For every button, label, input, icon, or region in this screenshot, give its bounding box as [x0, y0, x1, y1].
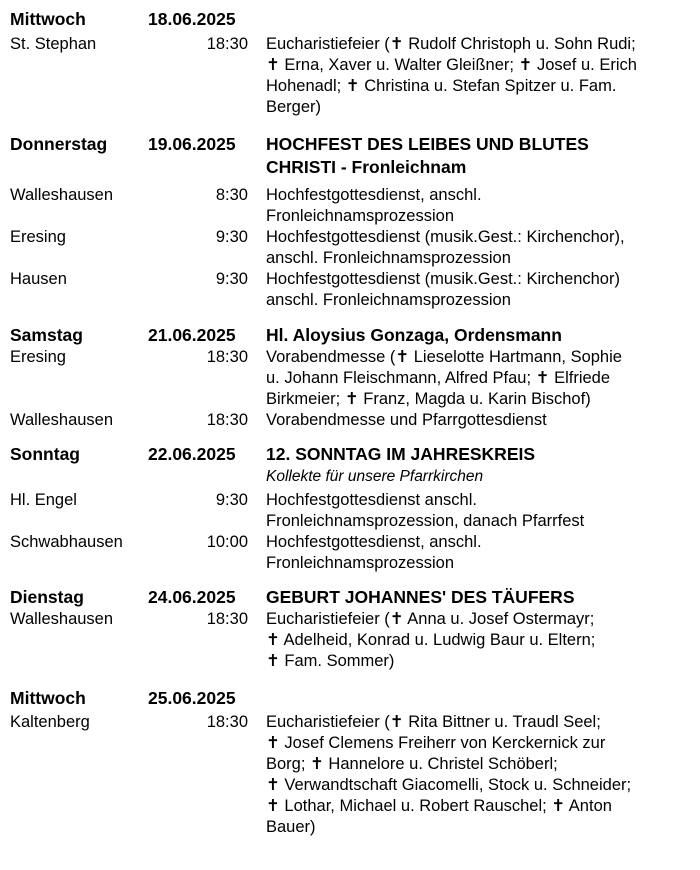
service-description [266, 490, 686, 532]
feast-line: HOCHFEST DES LEIBES UND BLUTES [266, 134, 589, 154]
service-entry [10, 532, 700, 574]
date: 24.06.2025 [148, 587, 236, 607]
service-description [266, 269, 686, 311]
description-line: Hochfestgottesdienst, anschl. [266, 533, 482, 551]
date: 21.06.2025 [148, 325, 236, 345]
description-line: Birkmeier; ✝ Franz, Magda u. Karin Bischof) [266, 390, 591, 408]
weekday: Mittwoch [10, 688, 86, 708]
place: Walleshausen [10, 411, 114, 429]
service-entry [10, 227, 700, 269]
time: 10:00 [206, 533, 248, 551]
day-block [10, 133, 700, 311]
feast-line: Hl. Aloysius Gonzaga, Ordensmann [266, 325, 562, 345]
service-description [266, 532, 686, 574]
place: Hausen [10, 270, 67, 288]
service-description [266, 34, 686, 118]
service-entry [10, 347, 700, 410]
description-line: Eucharistiefeier (✝ Rita Bittner u. Traudl Seel; [266, 713, 601, 731]
day-block [10, 586, 700, 672]
time: 18:30 [206, 610, 248, 628]
time: 8:30 [215, 186, 248, 204]
service-entry [10, 609, 700, 672]
time: 18:30 [206, 713, 248, 731]
description-line: Berger) [266, 98, 322, 116]
feast-line: CHRISTI - Fronleichnam [266, 157, 467, 177]
description-line: ✝ Lothar, Michael u. Robert Rauschel; ✝ Anton [266, 797, 612, 815]
day-header [10, 586, 700, 609]
time: 9:30 [215, 228, 248, 246]
feast-line: 12. SONNTAG IM JAHRESKREIS [266, 444, 536, 464]
description-line: ✝ Erna, Xaver u. Walter Gleißner; ✝ Josef u. Erich [266, 56, 637, 74]
service-entry [10, 269, 700, 311]
place: Eresing [10, 348, 66, 366]
place: Walleshausen [10, 610, 114, 628]
time: 9:30 [215, 270, 248, 288]
description-line: ✝ Fam. Sommer) [266, 652, 395, 670]
place: Walleshausen [10, 186, 114, 204]
day-block [10, 324, 700, 431]
place: Schwabhausen [10, 533, 123, 551]
description-line: ✝ Verwandtschaft Giacomelli, Stock u. Schneider; [266, 776, 632, 794]
weekday: Donnerstag [10, 134, 108, 154]
place: Kaltenberg [10, 713, 90, 731]
date: 18.06.2025 [148, 9, 236, 29]
service-entry [10, 490, 700, 532]
description-line: Hohenadl; ✝ Christina u. Stefan Spitzer u. Fam. [266, 77, 617, 95]
description-line: ✝ Adelheid, Konrad u. Ludwig Baur u. Eltern; [266, 631, 596, 649]
description-line: Vorabendmesse (✝ Lieselotte Hartmann, Sophie [266, 348, 622, 366]
place: Eresing [10, 228, 66, 246]
day-header [10, 687, 700, 710]
day-block [10, 9, 700, 118]
description-line: anschl. Fronleichnamsprozession [266, 291, 511, 309]
service-description [266, 712, 686, 838]
day-header [10, 324, 700, 347]
description-line: Bauer) [266, 818, 316, 836]
service-description [266, 410, 686, 431]
description-line: Hochfestgottesdienst (musik.Gest.: Kirchenchor), [266, 228, 625, 246]
service-description [266, 185, 686, 227]
description-line: Hochfestgottesdienst anschl. [266, 491, 477, 509]
description-line: Fronleichnamsprozession [266, 554, 455, 572]
service-entry [10, 712, 700, 838]
day-header [10, 443, 700, 487]
service-description [266, 347, 686, 410]
description-line: anschl. Fronleichnamsprozession [266, 249, 511, 267]
day-block [10, 687, 700, 838]
description-line: Eucharistiefeier (✝ Rudolf Christoph u. Sohn Rudi; [266, 35, 636, 53]
time: 9:30 [215, 491, 248, 509]
place: St. Stephan [10, 35, 97, 53]
day-block [10, 443, 700, 574]
day-header [10, 9, 700, 32]
feast-title [266, 133, 686, 179]
time: 18:30 [206, 411, 248, 429]
day-header [10, 133, 700, 179]
description-line: Fronleichnamsprozession, danach Pfarrfest [266, 512, 585, 530]
date: 19.06.2025 [148, 134, 236, 154]
description-line: Hochfestgottesdienst (musik.Gest.: Kirchenchor) [266, 270, 620, 288]
feast-title [266, 324, 686, 347]
time: 18:30 [206, 348, 248, 366]
weekday: Dienstag [10, 587, 84, 607]
collection-note: Kollekte für unsere Pfarrkirchen [266, 468, 484, 485]
feast-block [266, 443, 686, 487]
weekday: Sonntag [10, 444, 80, 464]
service-entry [10, 185, 700, 227]
date: 25.06.2025 [148, 688, 236, 708]
date: 22.06.2025 [148, 444, 236, 464]
description-line: u. Johann Fleischmann, Alfred Pfau; ✝ Elfriede [266, 369, 611, 387]
time: 18:30 [206, 35, 248, 53]
service-entry [10, 410, 700, 431]
description-line: Borg; ✝ Hannelore u. Christel Schöberl; [266, 755, 558, 773]
feast-line: GEBURT JOHANNES' DES TÄUFERS [266, 587, 575, 607]
service-entry [10, 34, 700, 118]
description-line: Vorabendmesse und Pfarrgottesdienst [266, 411, 547, 429]
description-line: ✝ Josef Clemens Freiherr von Kerckernick zur [266, 734, 606, 752]
place: Hl. Engel [10, 491, 77, 509]
service-description [266, 227, 686, 269]
description-line: Eucharistiefeier (✝ Anna u. Josef Ostermayr; [266, 610, 595, 628]
weekday: Mittwoch [10, 9, 86, 29]
description-line: Fronleichnamsprozession [266, 207, 455, 225]
description-line: Hochfestgottesdienst, anschl. [266, 186, 482, 204]
service-description [266, 609, 686, 672]
weekday: Samstag [10, 325, 83, 345]
feast-title [266, 586, 686, 609]
